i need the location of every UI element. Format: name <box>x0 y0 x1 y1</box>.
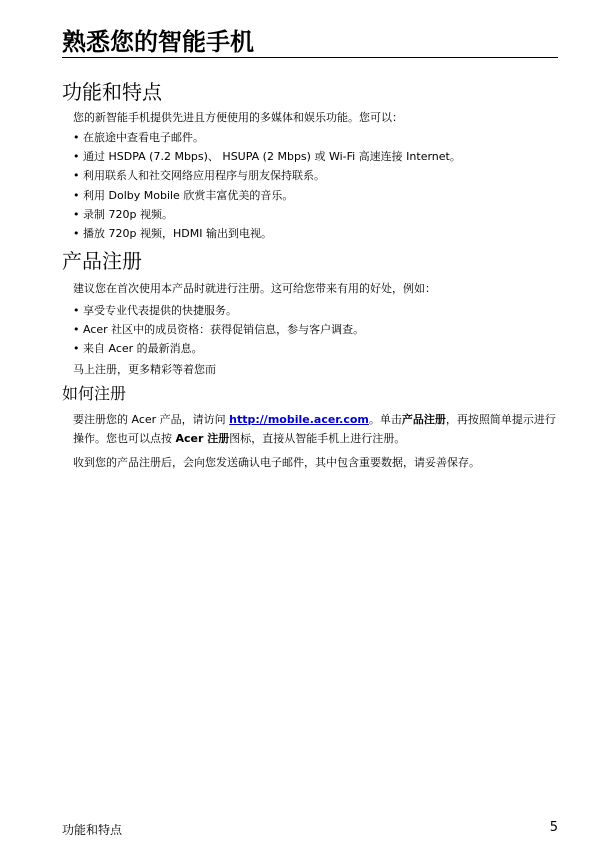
list-item: • 利用 Dolby Mobile 欣赏丰富优美的音乐。 <box>73 186 461 205</box>
features-list <box>73 128 461 243</box>
list-item: • 在旅途中查看电子邮件。 <box>73 128 461 147</box>
acer-registration-label: Acer 注册 <box>175 432 230 445</box>
list-item: • 来自 Acer 的最新消息。 <box>73 339 364 358</box>
how-to-text: 。单击 <box>368 413 402 426</box>
list-item: • 通过 HSDPA (7.2 Mbps)、 HSUPA (2 Mbps) 或 Wi-Fi 高速连接 Internet。 <box>73 147 461 166</box>
title-divider <box>62 57 558 58</box>
how-to-paragraph <box>73 410 558 448</box>
confirmation-paragraph: 收到您的产品注册后，会向您发送确认电子邮件，其中包含重要数据，请妥善保存。 <box>73 456 480 469</box>
acer-mobile-link[interactable]: http://mobile.acer.com <box>229 413 369 426</box>
page-number: 5 <box>549 820 558 835</box>
list-item: • Acer 社区中的成员资格：获得促销信息，参与客户调查。 <box>73 320 364 339</box>
list-item: • 录制 720p 视频。 <box>73 205 461 224</box>
list-item: • 享受专业代表提供的快捷服务。 <box>73 301 364 320</box>
product-registration-label: 产品注册 <box>401 413 446 426</box>
registration-heading: 产品注册 <box>62 249 142 273</box>
how-to-text: 图标，直接从智能手机上进行注册。 <box>229 432 406 445</box>
features-intro: 您的新智能手机提供先进且方便使用的多媒体和娱乐功能。您可以： <box>73 111 403 124</box>
registration-closing: 马上注册，更多精彩等着您而 <box>73 363 216 376</box>
how-to-text: ，再按照简单提示进行操作。您也可以点按 <box>73 413 556 445</box>
how-to-text: 要注册您的 Acer 产品，请访问 <box>73 413 230 426</box>
features-heading: 功能和特点 <box>62 80 162 104</box>
footer-section-name: 功能和特点 <box>62 823 123 837</box>
registration-intro: 建议您在首次使用本产品时就进行注册。这可给您带来有用的好处，例如： <box>73 282 436 295</box>
how-to-heading: 如何注册 <box>62 384 127 403</box>
page-title: 熟悉您的智能手机 <box>62 28 254 56</box>
registration-list <box>73 301 364 359</box>
list-item: • 利用联系人和社交网络应用程序与朋友保持联系。 <box>73 166 461 185</box>
list-item: • 播放 720p 视频，HDMI 输出到电视。 <box>73 224 461 243</box>
